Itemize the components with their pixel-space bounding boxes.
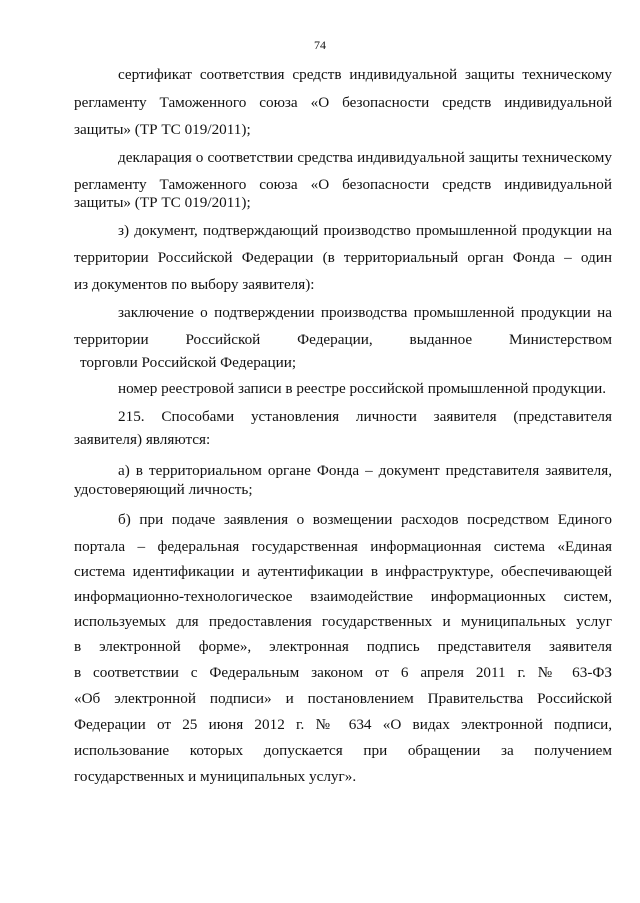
- text-line: з) документ, подтверждающий производство промышленной продукции на: [118, 222, 612, 239]
- text-line: 215. Способами установления личности заявителя (представителя: [118, 408, 612, 425]
- text-line: портала – федеральная государственная информационная система «Единая: [74, 538, 612, 555]
- text-line: «Об электронной подписи» и постановлением Правительства Российской: [74, 690, 612, 707]
- text-line: Федерации от 25 июня 2012 г. № 634 «О видах электронной подписи,: [74, 716, 612, 733]
- text-line: использование которых допускается при обращении за получением: [74, 742, 612, 759]
- text-line: используемых для предоставления государственных и муниципальных услуг: [74, 613, 612, 630]
- text-line: в соответствии с Федеральным законом от 6 апреля 2011 г. № 63-ФЗ: [74, 664, 612, 681]
- text-line: государственных и муниципальных услуг».: [74, 768, 357, 785]
- text-line: а) в территориальном органе Фонда – документ представителя заявителя,: [118, 462, 612, 479]
- text-line: защиты» (ТР ТС 019/2011);: [74, 121, 251, 138]
- text-line: заявителя) являются:: [74, 431, 211, 448]
- text-line: в электронной форме», электронная подпись представителя заявителя: [74, 638, 612, 655]
- text-line: номер реестровой записи в реестре российской промышленной продукции.: [118, 380, 607, 397]
- text-line: территории Российской Федерации, выданное Министерством: [74, 331, 612, 348]
- page-number: 74: [314, 38, 326, 52]
- text-line: система идентификации и аутентификации в инфраструктуре, обеспечивающей: [74, 563, 612, 580]
- text-line: регламенту Таможенного союза «О безопасности средств индивидуальной: [74, 94, 612, 111]
- text-line: территории Российской Федерации (в территориальный орган Фонда – один: [74, 249, 612, 266]
- text-line: из документов по выбору заявителя):: [74, 276, 315, 293]
- text-line: торговли Российской Федерации;: [80, 354, 297, 371]
- text-line: заключение о подтверждении производства промышленной продукции на: [118, 304, 612, 321]
- text-line: удостоверяющий личность;: [74, 481, 253, 498]
- text-line: информационно-технологическое взаимодействие информационных систем,: [74, 588, 612, 605]
- text-line: защиты» (ТР ТС 019/2011);: [74, 194, 251, 211]
- text-line: сертификат соответствия средств индивидуальной защиты техническому: [118, 66, 612, 83]
- text-line: б) при подаче заявления о возмещении расходов посредством Единого: [118, 511, 612, 528]
- text-line: регламенту Таможенного союза «О безопасности средств индивидуальной: [74, 176, 612, 193]
- text-line: декларация о соответствии средства индивидуальной защиты техническому: [118, 149, 612, 166]
